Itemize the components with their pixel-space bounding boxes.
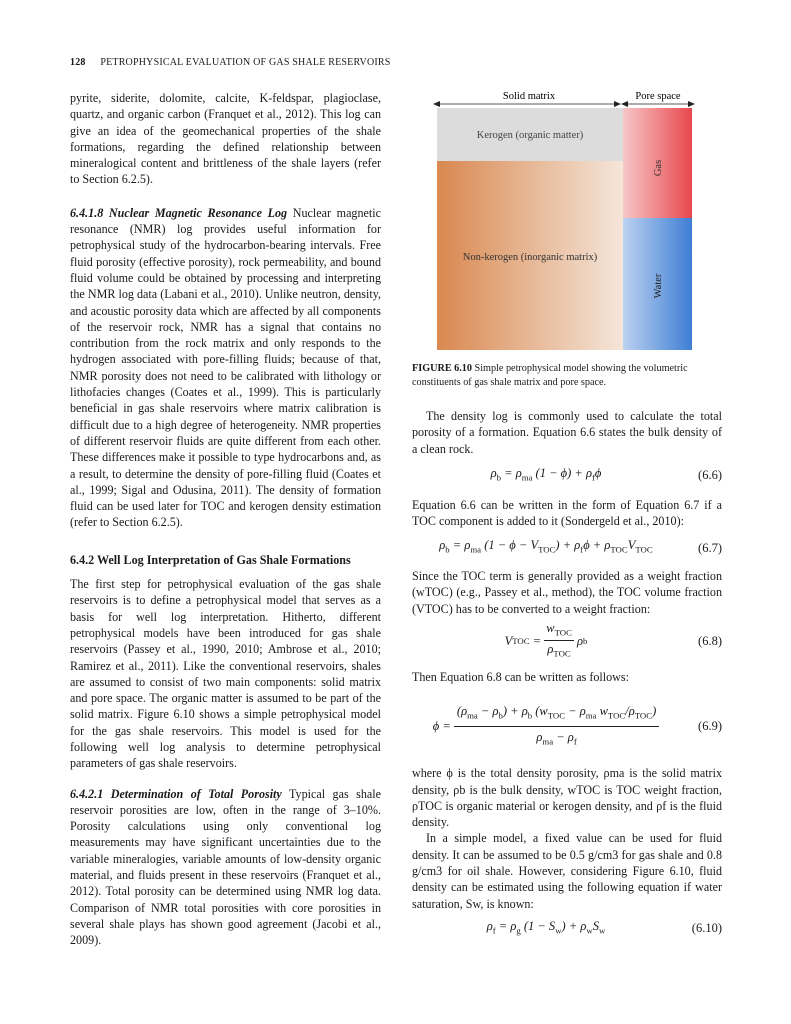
label-gas: Gas bbox=[653, 159, 664, 177]
paragraph-toc-weight: Since the TOC term is generally provided as a weight fraction (wTOC) (e.g., Passey et al., method), the TOC volume fraction (VTOC) has to be converted to a weight fraction: bbox=[412, 569, 722, 616]
equation-6-7-formula: $\rho_b = \rho_{ma}$ $(1 - \phi - V_{TOC}) + \rho_f\phi + \rho_{TOC}V_{TOC}$ bbox=[439, 538, 653, 555]
equation-6-10-number: (6.10) bbox=[691, 921, 722, 936]
equation-6-9 bbox=[412, 695, 722, 757]
paragraph-nmr bbox=[70, 205, 381, 531]
paragraph-symbol-definitions: where ϕ is the total density porosity, ρma is the solid matrix density, ρb is the bulk density, wTOC is TOC weight fraction, ρTOC is organic material or kerogen density, and ρf is the fluid density. bbox=[412, 766, 722, 830]
label-water: Water bbox=[653, 273, 664, 299]
running-header bbox=[70, 57, 391, 68]
paragraph-eq67-intro: Equation 6.6 can be written in the form of Equation 6.7 if a TOC component is added to it (Sondergeld et al., 2010): bbox=[412, 497, 722, 528]
equation-6-7-number: (6.7) bbox=[698, 540, 722, 555]
equation-6-10-formula: $\rho_f = \rho_g$ $(1 - S_w) + \rho_wS_w$ bbox=[486, 918, 606, 936]
figure-caption-label: FIGURE 6.10 bbox=[412, 363, 472, 374]
equation-6-8-formula: V TOC = $w_{TOC}$ $\rho_{TOC}$ ρ b bbox=[504, 620, 588, 659]
label-pore-space: Pore space bbox=[635, 91, 681, 102]
label-solid-matrix: Solid matrix bbox=[502, 91, 556, 102]
equation-6-9-formula: ϕ = $(\rho_{ma} - \rho_b) + \rho_b$ ($w_{TOC} - \rho_{ma}$ $w_{TOC}/\rho_{TOC}$) $\rho_{ma} - \rho_f$ bbox=[412, 703, 680, 750]
equation-6-6-formula: $\rho_b = \rho_{ma}$ $(1 - \phi) + \rho_f\phi$ bbox=[490, 465, 602, 483]
subsection-heading-nmr: 6.4.1.8 Nuclear Magnetic Resonance Log bbox=[70, 205, 288, 220]
paragraph-fluid-density: In a simple model, a fixed value can be used for fluid density. It can be assumed to be 0.5 g/cm3 for gas shale and 0.8 g/cm3 for oil shale. However, considering Figure 6.10, fluid density can be estimated using the following equation if water saturation, Sw, is known: bbox=[412, 831, 722, 911]
label-kerogen: Kerogen (organic matter) bbox=[476, 130, 584, 141]
paragraph-density-log: The density log is commonly used to calculate the total porosity of a formation. Equation 6.6 states the bulk density of a clean rock. bbox=[412, 409, 722, 456]
nmr-body: Nuclear magnetic resonance (NMR) log provides useful information for petrophysical study of the hydrocarbon-bearing intervals. Free fluid porosity (effective porosity), rock permeability, and bound fluid volume could be obtained by processing and interpreting the NMR log data (Labani et al., 2010). Unlike neutron, density, and acoustic porosity data which are affected by all components of the reservoir rock, NMR has a signal that contains no contribution from the rock matrix and only responds to the hydrogen associated with pore-filling fluids; because of that, NMR porosity does not need to be calibrated with lithology or lithofacies changes (Coates et al., 1999). This is particularly beneficial in gas shale reservoirs where matrix calibration is difficult due to a high degree of heterogeneity. NMR properties of different reservoir fluids are quite different from each other. These differences make it possible to type hydrocarbons and, as a result, to determine the density of pore-filling fluid (Coates et al., 1999; Sigal and Odusina, 2011). The density of formation fluid can be used later for TOC and kerogen density estimation (refer to Section 6.2.5). bbox=[70, 205, 381, 530]
equation-6-10 bbox=[412, 918, 722, 939]
equation-6-6 bbox=[412, 465, 722, 486]
equation-6-7 bbox=[412, 537, 722, 558]
running-title: PETROPHYSICAL EVALUATION OF GAS SHALE RESERVOIRS bbox=[100, 57, 391, 68]
figure-caption bbox=[412, 362, 722, 390]
equation-6-8 bbox=[412, 621, 722, 661]
subsection-heading-porosity: 6.4.2.1 Determination of Total Porosity bbox=[70, 786, 282, 801]
right-column bbox=[412, 408, 722, 939]
figure-caption-text: Simple petrophysical model showing the volumetric constituents of gas shale matrix and pore space. bbox=[412, 363, 688, 388]
paragraph-mineralogy: pyrite, siderite, dolomite, calcite, K-feldspar, plagioclase, quartz, and organic carbon (Franquet et al., 2012). This log can give an idea of the geomechanical properties of the shale formations, regarding the defined relationship between mineralogical content and brittleness of the shale layers (refer to Section 6.2.5). bbox=[70, 91, 381, 187]
equation-6-8-number: (6.8) bbox=[698, 633, 722, 648]
equation-6-9-number: (6.9) bbox=[698, 719, 722, 734]
equation-6-6-number: (6.6) bbox=[698, 468, 722, 483]
paragraph-model: The first step for petrophysical evaluation of the gas shale reservoirs is to define a petrophysical model that serves as a basis for well log interpretation. Hitherto, different petrophysical models have been introduced for gas shale reservoirs (Passey et al., 1990, 2010; Ambrose et al., 2010; Ramirez et al., 2011). Like the conventional reservoirs, shales are assumed to consist of two main components: solid matrix and pore space. The organic matter is assumed to be part of the solid matrix. Figure 6.10 shows a simple petrophysical model for the gas shale reservoirs. This model is used for the following well log analysis to determine petrophysical parameters of gas shale reservoirs. bbox=[70, 577, 381, 771]
label-non-kerogen: Non-kerogen (inorganic matrix) bbox=[462, 252, 598, 263]
porosity-body: Typical gas shale reservoir porosities are low, often in the range of 3–10%. Porosity calculations using only conventional log measurements may have significant uncertainties due to the variable mineralogies, variable amounts of low-density organic material, and fluids present in these reservoirs (Franquet et al., 2012). Total porosity can be determined using NMR log data. Comparison of NMR total porosities with core porosities in several shale plays has shown good agreement (Jacobi et al., 2009). bbox=[70, 786, 381, 948]
petrophysical-model-figure bbox=[430, 88, 700, 353]
page-number: 128 bbox=[70, 57, 86, 68]
section-heading-well-log: 6.4.2 Well Log Interpretation of Gas Shale Formations bbox=[70, 552, 351, 567]
left-column bbox=[70, 90, 381, 949]
paragraph-eq69-intro: Then Equation 6.8 can be written as follows: bbox=[412, 669, 629, 684]
paragraph-porosity bbox=[70, 786, 381, 949]
